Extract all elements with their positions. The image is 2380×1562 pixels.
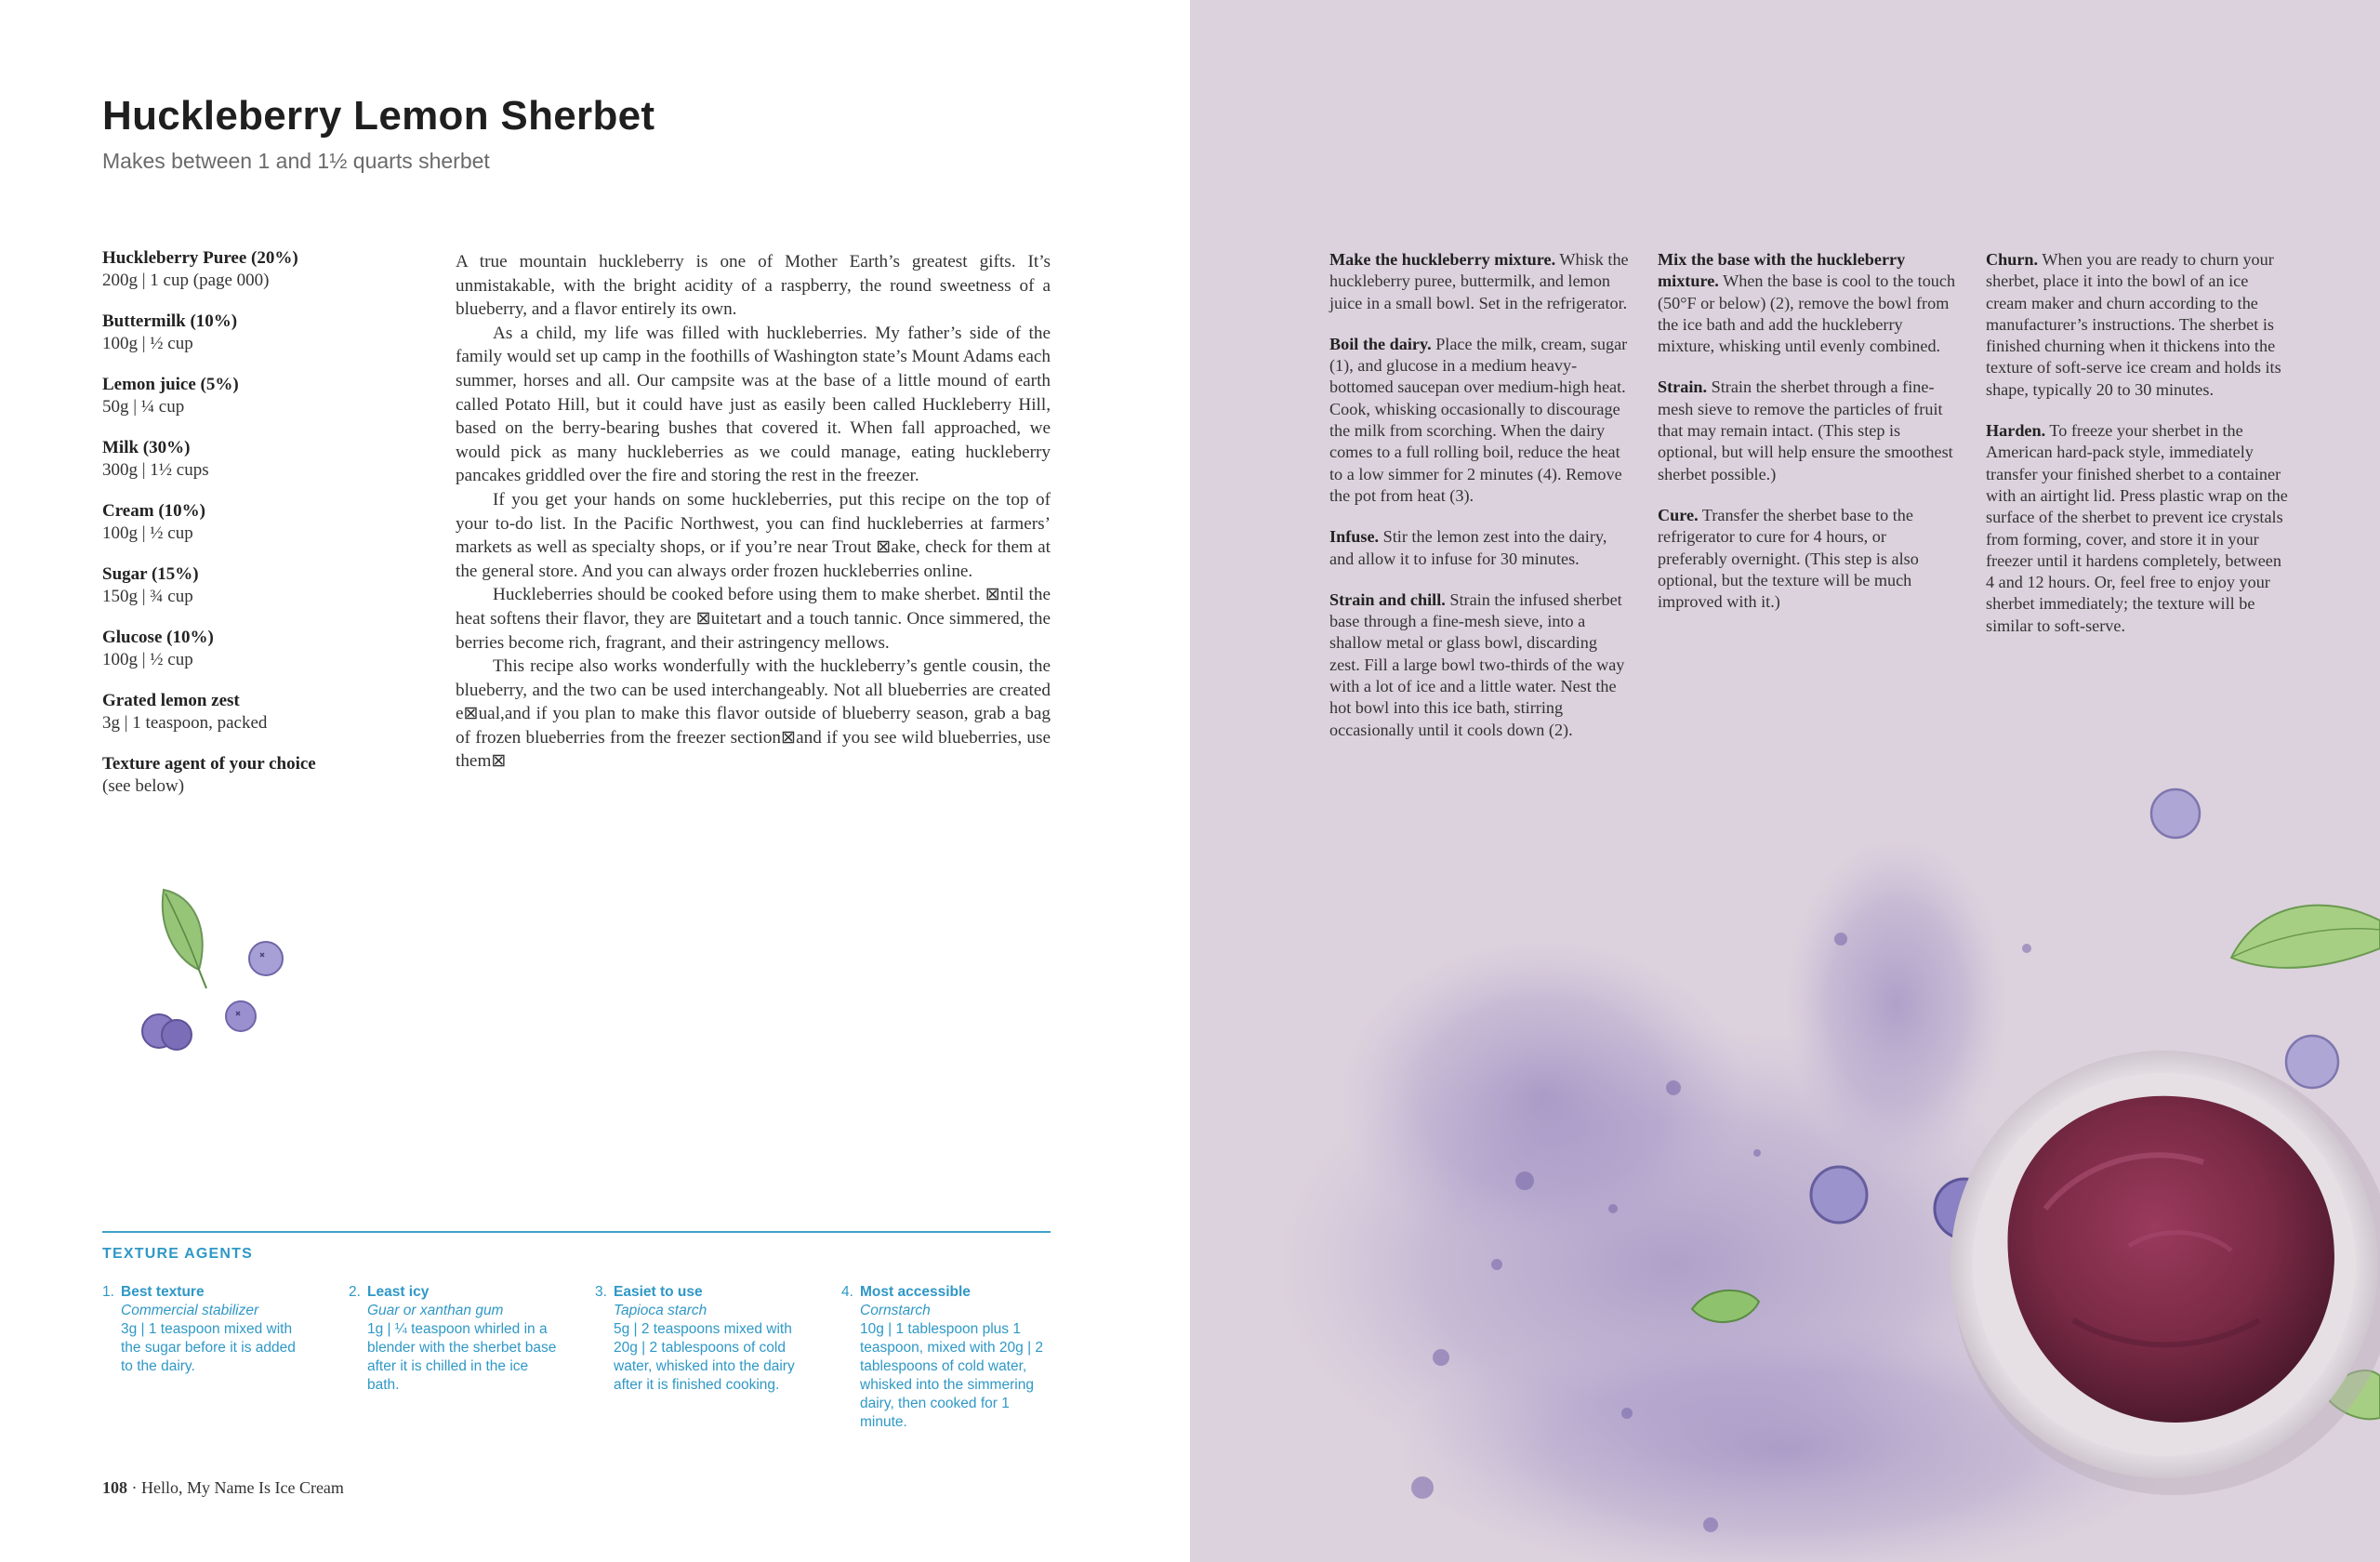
texture-agent-type: Tapioca starch — [614, 1303, 707, 1318]
ingredient-amount: 200g | 1 cup (page 000) — [102, 271, 270, 290]
texture-agent-title: Most accessible — [860, 1284, 971, 1300]
method-step — [1329, 589, 1632, 741]
ingredient-amount: 100g | ½ cup — [102, 334, 193, 353]
texture-agent-number: 1. — [102, 1284, 114, 1300]
right-page — [1190, 0, 2380, 1562]
intro-text — [456, 250, 1051, 774]
texture-agent-type: Commercial stabilizer — [121, 1303, 259, 1318]
texture-agent-type: Guar or xanthan gum — [367, 1303, 504, 1318]
texture-agent-type: Cornstarch — [860, 1303, 931, 1318]
texture-agent-instructions: 3g | 1 teaspoon mixed with the sugar before it is added to the dairy. — [121, 1321, 296, 1374]
texture-agent-instructions: 5g | 2 teaspoons mixed with 20g | 2 tablespoons of cold water, whisked into the dairy after it is finished cooking. — [614, 1321, 795, 1393]
ingredient-amount: 3g | 1 teaspoon, packed — [102, 713, 268, 733]
texture-agent-title: Best texture — [121, 1284, 205, 1300]
step-title: Harden. — [1986, 421, 2046, 441]
texture-agents-divider — [102, 1231, 1051, 1233]
method-step — [1329, 334, 1632, 507]
step-text: Place the milk, cream, sugar (1), and glucose in a medium heavy-bottomed saucepan over medium-high heat. Cook, whisking occasionally to discourage the milk from scorching. When the dairy comes to a full rolling boil, reduce the heat to a low simmer for 2 minutes (4). Remove the pot from heat (3). — [1329, 334, 1628, 505]
method-step — [1658, 249, 1960, 357]
intro-paragraph: A true mountain huckleberry is one of Mother Earth’s greatest gifts. It’s unmistakable, with the bright acidity of a raspberry, the round sweetness of a blueberry, and a flavor entirely its own. — [456, 252, 1051, 320]
texture-agent-number: 3. — [595, 1284, 607, 1300]
step-text: Strain the infused sherbet base through a fine-mesh sieve, into a shallow metal or glass bowl, discarding zest. Fill a large bowl two-thirds of the way with a lot of ice and a little water. Nest the hot bowl into this ice bath, stirring occasionally until it cools down (2). — [1329, 589, 1625, 739]
step-text: When you are ready to churn your sherbet, place it into the bowl of an ice cream maker and churn according to the manufacturer’s instructions. The sherbet is finished churning when it thickens into the texture of soft-serve ice cream and holds its shape, typically 20 to 30 minutes. — [1986, 250, 2281, 399]
method-step — [1329, 249, 1632, 314]
footer-separator: · — [131, 1478, 138, 1497]
ingredient-name: Texture agent of your choice — [102, 754, 316, 774]
ingredient-amount: 100g | ½ cup — [102, 523, 193, 543]
watercolor-splash — [1190, 0, 2380, 1562]
ingredient-amount: 100g | ½ cup — [102, 650, 193, 669]
method-step — [1658, 377, 1960, 484]
page-footer — [102, 1478, 344, 1498]
texture-agent-instructions: 1g | ¼ teaspoon whirled in a blender with the sherbet base after it is chilled in the ice bath. — [367, 1321, 557, 1393]
book-title: Hello, My Name Is Ice Cream — [141, 1478, 344, 1497]
texture-agent-number: 2. — [349, 1284, 361, 1300]
ingredient-name: Huckleberry Puree (20%) — [102, 248, 298, 268]
recipe-yield: Makes between 1 and 1½ quarts sherbet — [102, 149, 490, 173]
step-title: Make the huckleberry mixture. — [1329, 250, 1556, 269]
intro-paragraph: As a child, my life was filled with huckleberries. My father’s side of the family would set up camp in the foothills of Washington state’s Mount Adams each summer, horses and all. Our campsite was at the base of a little mound of earth called Potato Hill, but it could have just as easily been called Huckleberry Hill, based on the berry-bearing bushes that covered it. When fall approached, we would pick as many huckleberries as we could manage, eating huckleberry pancakes griddled over the fire and storing the rest in the freezer. — [456, 323, 1051, 486]
ingredient-item — [102, 563, 409, 608]
intro-paragraph: Huckleberries should be cooked before using them to make sherbet. ⊠ntil the heat softens their flavor, they are ⊠uitetart and a touch tannic. Once simmered, the berries become rich, fragrant, and their astringency mellows. — [456, 585, 1051, 653]
ingredient-list — [102, 247, 409, 816]
step-text: When the base is cool to the touch (50°F or below) (2), remove the bowl from the ice bath and add the huckleberry mixture, whisking until evenly combined. — [1658, 271, 1956, 356]
step-text: Transfer the sherbet base to the refrigerator to cure for 4 hours, or preferably overnight. (This step is also optional, but the texture will be much improved with it.) — [1658, 505, 1919, 612]
texture-agent-title: Easiet to use — [614, 1284, 703, 1300]
ingredient-amount: (see below) — [102, 776, 185, 796]
ingredient-name: Grated lemon zest — [102, 691, 240, 710]
step-title: Strain. — [1658, 377, 1708, 397]
step-text: Strain the sherbet through a fine-mesh sieve to remove the particles of fruit that may remain intact. (This step is optional, but will help ensure the smoothest sherbet possible.) — [1658, 377, 1953, 483]
method-step — [1986, 249, 2288, 401]
texture-agent-number: 4. — [841, 1284, 853, 1300]
ingredient-item — [102, 690, 409, 735]
texture-agents-heading: TEXTURE AGENTS — [102, 1246, 253, 1262]
method-step — [1658, 505, 1960, 613]
intro-paragraph: This recipe also works wonderfully with the huckleberry’s gentle cousin, the blueberry, and the two can be used interchangeably. Not all blueberries are created e⊠ual,and if you plan to make this flavor outside of blueberry season, grab a bag of frozen blueberries from the freezer section⊠and if you see wild blueberries, use them⊠ — [456, 656, 1051, 772]
recipe-title: Huckleberry Lemon Sherbet — [102, 93, 655, 139]
ingredient-item — [102, 627, 409, 671]
texture-agent-title: Least icy — [367, 1284, 430, 1300]
ingredient-item — [102, 437, 409, 482]
step-title: Strain and chill. — [1329, 589, 1446, 609]
ingredient-name: Cream (10%) — [102, 501, 205, 521]
method-column — [1658, 249, 1960, 632]
blueberry-leaf-illustration-icon — [121, 879, 307, 1065]
ingredient-item — [102, 753, 409, 798]
step-title: Mix the base with the huckleberry mixture. — [1658, 250, 1906, 291]
step-title: Churn. — [1986, 250, 2039, 269]
ingredient-name: Glucose (10%) — [102, 628, 214, 647]
blueberry-illustration-icon — [142, 942, 283, 1050]
ingredient-name: Buttermilk (10%) — [102, 311, 238, 331]
ingredient-item — [102, 247, 409, 292]
step-text: Whisk the huckleberry puree, buttermilk, and lemon juice in a small bowl. Set in the refrigerator. — [1329, 250, 1629, 312]
ingredient-name: Milk (30%) — [102, 438, 191, 457]
page-number: 108 — [102, 1478, 127, 1497]
method-step — [1329, 526, 1632, 570]
ingredient-amount: 50g | ¼ cup — [102, 397, 185, 417]
ingredient-amount: 300g | 1½ cups — [102, 460, 209, 480]
step-text: Stir the lemon zest into the dairy, and allow it to infuse for 30 minutes. — [1329, 527, 1607, 568]
step-title: Boil the dairy. — [1329, 334, 1432, 353]
ingredient-amount: 150g | ¾ cup — [102, 587, 193, 606]
method-step — [1986, 420, 2288, 637]
step-text: To freeze your sherbet in the American hard-pack style, immediately transfer your finished sherbet to a container with an airtight lid. Press plastic wrap on the surface of the sherbet to prevent ice crystals from forming, cover, and store it in your freezer until it hardens completely, between 4 and 12 hours. Or, feel free to enjoy your sherbet immediately; the texture will be similar to soft-serve. — [1986, 421, 2288, 635]
method-column — [1329, 249, 1632, 761]
method-column — [1986, 249, 2288, 656]
step-title: Infuse. — [1329, 527, 1380, 547]
ingredient-item — [102, 374, 409, 418]
ingredient-name: Lemon juice (5%) — [102, 375, 239, 394]
step-title: Cure. — [1658, 505, 1699, 524]
leaf-illustration-icon — [163, 890, 206, 988]
intro-paragraph: If you get your hands on some huckleberries, put this recipe on the top of your to-do list. In the Pacific Northwest, you can find huckleberries at farmers’ markets as well as specialty shops, or if you’re near Trout ⊠ake, check for them at the general store. And you can always order frozen huckleberries online. — [456, 489, 1051, 581]
ingredient-item — [102, 500, 409, 545]
ingredient-item — [102, 311, 409, 355]
texture-agent-instructions: 10g | 1 tablespoon plus 1 teaspoon, mixed with 20g | 2 tablespoons of cold water, whisked into the simmering dairy, then cooked for 1 minute. — [860, 1321, 1044, 1430]
ingredient-name: Sugar (15%) — [102, 564, 199, 584]
